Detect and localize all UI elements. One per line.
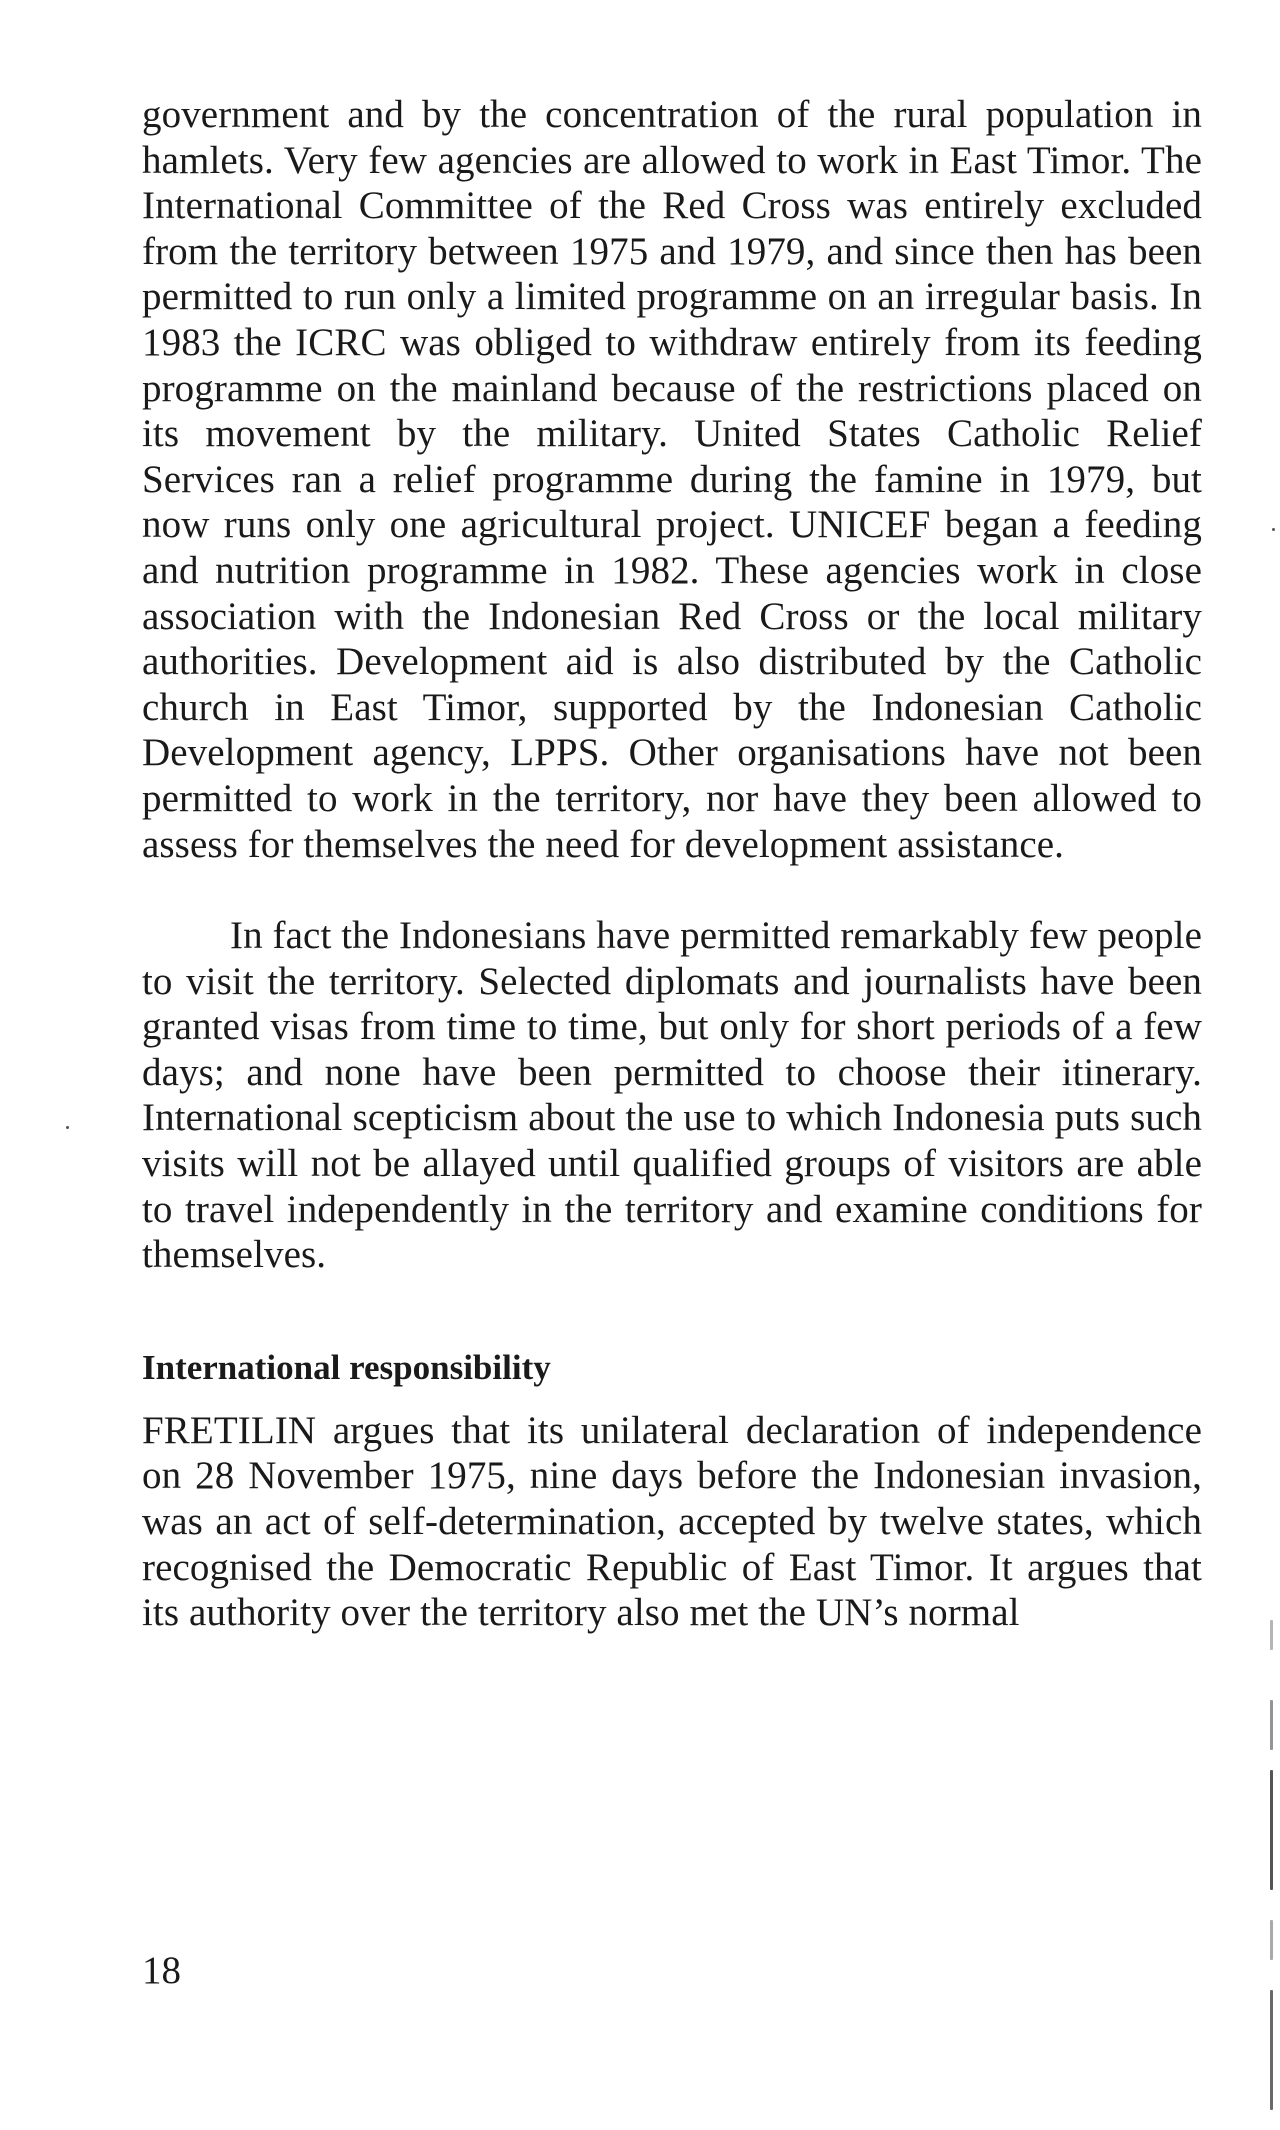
- scan-dot-mark: [1272, 528, 1275, 531]
- scan-margin-mark: [1270, 1770, 1273, 1890]
- scan-margin-mark: [1270, 1990, 1273, 2110]
- body-paragraph-3: FRETILIN argues that its unilateral declaration of independence on 28 November 1975, nine days before the Indonesian invasion, was an act of self-determination, accepted by twelve states, which recognised the Democratic Republic of East Timor. It argues that its authority over the territory also met the UN’s normal: [142, 1408, 1202, 1635]
- scan-margin-mark: [1270, 1620, 1273, 1650]
- scan-dot-mark: [66, 1126, 69, 1129]
- scan-margin-mark: [1270, 1920, 1273, 1960]
- scan-margin-mark: [1270, 1700, 1273, 1750]
- body-paragraph-1: government and by the concentration of the rural population in hamlets. Very few agencies are allowed to work in East Timor. The International Committee of the Red Cross was entirely excluded from the territory between 1975 and 1979, and since then has been permitted to run only a limited programme on an irregular basis. In 1983 the ICRC was obliged to withdraw entirely from its feeding programme on the mainland because of the restrictions placed on its movement by the military. United States Catholic Relief Services ran a relief programme during the famine in 1979, but now runs only one agricultural project. UNICEF began a feeding and nutrition programme in 1982. These agencies work in close association with the Indonesian Red Cross or the local military authorities. Development aid is also distributed by the Catholic church in East Timor, supported by the Indonesian Catholic Development agency, LPPS. Other organisations have not been permitted to work in the territory, nor have they been allowed to assess for themselves the need for development assistance.: [142, 93, 1202, 866]
- page-number: 18: [142, 1949, 181, 1992]
- document-page: [142, 92, 1202, 2072]
- body-paragraph-2: In fact the Indonesians have permitted remarkably few people to visit the territory. Selected diplomats and journalists have been granted visas from time to time, but only for short periods of a few days; and none have been permitted to choose their itinerary. International scepticism about the use to which Indonesia puts such visits will not be allayed until qualified groups of visitors are able to travel independently in the territory and examine conditions for themselves.: [142, 914, 1202, 1277]
- section-heading: International responsibility: [142, 1347, 551, 1387]
